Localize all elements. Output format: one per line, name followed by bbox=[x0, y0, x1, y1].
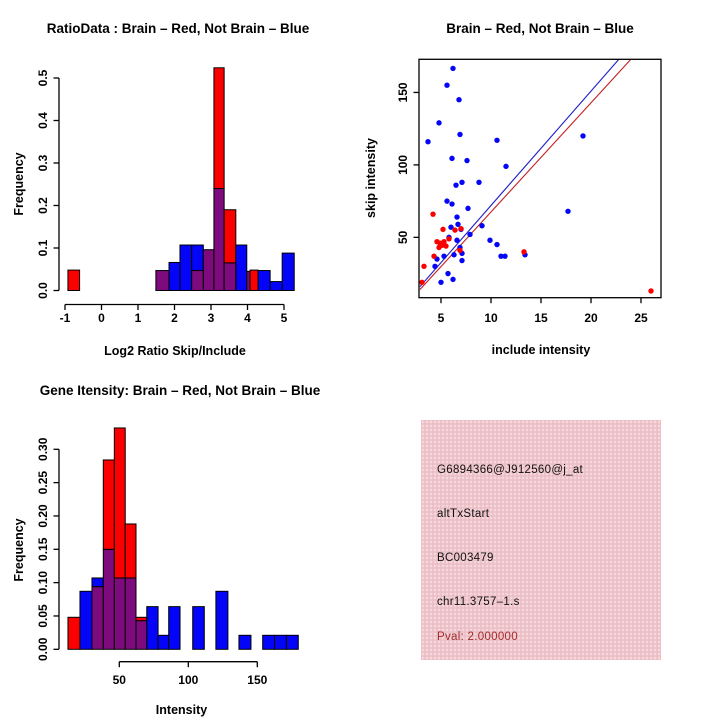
svg-text:50: 50 bbox=[396, 230, 410, 245]
svg-text:150: 150 bbox=[396, 82, 410, 103]
scatter-xlabel: include intensity bbox=[491, 343, 591, 357]
svg-text:15: 15 bbox=[534, 311, 548, 325]
svg-text:0.10: 0.10 bbox=[36, 570, 50, 595]
svg-text:0.25: 0.25 bbox=[36, 470, 50, 495]
ratio-histogram-xlabel: Log2 Ratio Skip/Include bbox=[104, 344, 246, 358]
ratio-histogram-canvas bbox=[0, 0, 360, 360]
gene-histogram-xlabel: Intensity bbox=[155, 703, 208, 717]
svg-text:0.2: 0.2 bbox=[36, 197, 50, 214]
svg-text:100: 100 bbox=[396, 154, 410, 175]
svg-text:150: 150 bbox=[247, 673, 268, 687]
svg-text:10: 10 bbox=[484, 311, 498, 325]
svg-text:5: 5 bbox=[437, 311, 445, 325]
svg-text:0.15: 0.15 bbox=[36, 537, 50, 561]
svg-text:4: 4 bbox=[244, 311, 251, 325]
genomic-location: chr11.3757–1.s bbox=[437, 596, 520, 608]
svg-text:0.05: 0.05 bbox=[36, 604, 50, 628]
accession-id: BC003479 bbox=[437, 552, 494, 564]
event-type: altTxStart bbox=[437, 508, 490, 520]
gene-histogram-ylabel: Frequency bbox=[12, 518, 26, 582]
scatter-ylabel: skip intensity bbox=[364, 138, 378, 218]
svg-text:25: 25 bbox=[634, 311, 648, 325]
ratio-histogram-title: RatioData : Brain – Red, Not Brain – Blue bbox=[46, 21, 310, 36]
gene-histogram-title: Gene Itensity: Brain – Red, Not Brain – Blue bbox=[39, 383, 321, 398]
svg-text:5: 5 bbox=[280, 311, 288, 325]
svg-text:3: 3 bbox=[207, 311, 215, 325]
svg-text:20: 20 bbox=[584, 311, 598, 325]
pval-label: Pval: 2.000000 bbox=[437, 631, 518, 643]
scatter-title: Brain – Red, Not Brain – Blue bbox=[446, 21, 634, 36]
svg-text:1: 1 bbox=[134, 311, 142, 325]
svg-text:0.00: 0.00 bbox=[36, 637, 50, 661]
svg-text:0.5: 0.5 bbox=[36, 69, 50, 87]
svg-text:-1: -1 bbox=[59, 311, 71, 325]
svg-text:0.1: 0.1 bbox=[36, 239, 50, 257]
svg-text:0: 0 bbox=[98, 311, 105, 325]
svg-text:50: 50 bbox=[112, 673, 126, 687]
svg-text:0.0: 0.0 bbox=[36, 282, 50, 299]
probe-id: G6894366@J912560@j_at bbox=[437, 464, 584, 476]
svg-text:0.20: 0.20 bbox=[36, 504, 50, 528]
ratio-histogram-ylabel: Frequency bbox=[12, 152, 26, 216]
svg-text:0.30: 0.30 bbox=[36, 437, 50, 461]
svg-text:2: 2 bbox=[171, 311, 178, 325]
svg-text:0.3: 0.3 bbox=[36, 154, 50, 172]
scatter-canvas bbox=[360, 0, 720, 360]
svg-text:0.4: 0.4 bbox=[36, 112, 50, 129]
gene-histogram-canvas bbox=[0, 360, 360, 720]
svg-text:100: 100 bbox=[178, 673, 199, 687]
info-panel bbox=[421, 420, 661, 660]
